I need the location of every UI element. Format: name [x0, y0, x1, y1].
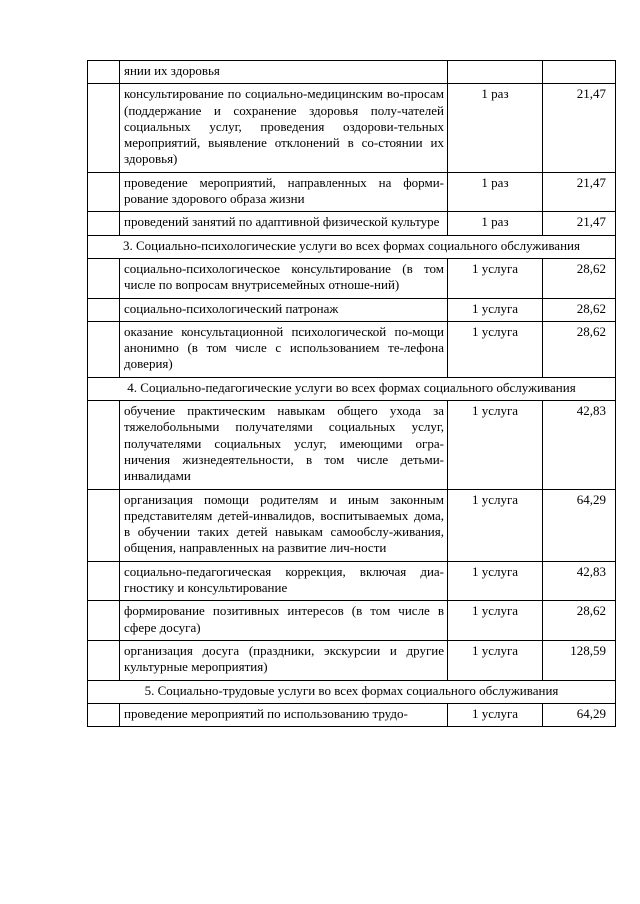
service-unit-cell: 1 услуга [448, 601, 543, 641]
row-number-cell [88, 703, 120, 726]
service-name-cell: социально-педагогическая коррекция, включая диа-гностику и консультирование [120, 561, 448, 601]
row-number-cell [88, 61, 120, 84]
row-number-cell [88, 640, 120, 680]
table-row [88, 401, 616, 489]
row-number-cell [88, 298, 120, 321]
row-number-cell [88, 489, 120, 561]
row-number-cell [88, 258, 120, 298]
service-unit-cell: 1 услуга [448, 703, 543, 726]
service-price-cell: 42,83 [543, 561, 616, 601]
row-number-cell [88, 172, 120, 212]
service-price-cell: 28,62 [543, 321, 616, 377]
service-name-cell: проведений занятий по адаптивной физической культуре [120, 212, 448, 235]
service-price-cell: 28,62 [543, 601, 616, 641]
services-price-table [87, 60, 616, 727]
table-row [88, 61, 616, 84]
row-number-cell [88, 561, 120, 601]
service-unit-cell: 1 услуга [448, 561, 543, 601]
service-unit-cell: 1 услуга [448, 401, 543, 489]
service-price-cell: 28,62 [543, 298, 616, 321]
service-name-cell: консультирование по социально-медицинским во-просам (поддержание и сохранение здоровья полу-чателей социальных услуг, проведения оздорови-тельных мероприятий, выявление отклонений в со-стоянии их здоровья) [120, 84, 448, 172]
service-name-cell: социально-психологический патронаж [120, 298, 448, 321]
row-number-cell [88, 321, 120, 377]
service-price-cell: 21,47 [543, 172, 616, 212]
table-row [88, 258, 616, 298]
service-name-cell: организация помощи родителям и иным законным представителям детей-инвалидов, воспитываемых дома, в обучении таких детей навыкам самообслу-живания, общения, направленных на развитие лич-ности [120, 489, 448, 561]
services-table-body [88, 61, 616, 727]
service-unit-cell: 1 услуга [448, 489, 543, 561]
service-price-cell: 28,62 [543, 258, 616, 298]
service-unit-cell: 1 услуга [448, 258, 543, 298]
service-price-cell [543, 61, 616, 84]
service-name-cell: проведение мероприятий по использованию трудо- [120, 703, 448, 726]
row-number-cell [88, 401, 120, 489]
section-header-row [88, 235, 616, 258]
table-row [88, 84, 616, 172]
table-row [88, 601, 616, 641]
service-price-cell: 21,47 [543, 84, 616, 172]
row-number-cell [88, 601, 120, 641]
service-price-cell: 21,47 [543, 212, 616, 235]
service-name-cell: организация досуга (праздники, экскурсии и другие культурные мероприятия) [120, 640, 448, 680]
service-price-cell: 42,83 [543, 401, 616, 489]
service-unit-cell: 1 услуга [448, 298, 543, 321]
table-row [88, 489, 616, 561]
service-unit-cell: 1 услуга [448, 640, 543, 680]
table-row [88, 561, 616, 601]
service-unit-cell [448, 61, 543, 84]
service-unit-cell: 1 раз [448, 212, 543, 235]
table-row [88, 640, 616, 680]
table-row [88, 172, 616, 212]
section-title: 4. Социально-педагогические услуги во всех формах социального обслуживания [88, 377, 616, 400]
section-header-row [88, 377, 616, 400]
service-name-cell: социально-психологическое консультирование (в том числе по вопросам внутрисемейных отноше-ний) [120, 258, 448, 298]
row-number-cell [88, 212, 120, 235]
service-unit-cell: 1 услуга [448, 321, 543, 377]
row-number-cell [88, 84, 120, 172]
table-row [88, 212, 616, 235]
service-name-cell: янии их здоровья [120, 61, 448, 84]
service-name-cell: формирование позитивных интересов (в том числе в сфере досуга) [120, 601, 448, 641]
service-unit-cell: 1 раз [448, 172, 543, 212]
service-name-cell: обучение практическим навыкам общего ухода за тяжелобольными получателями социальных услуг, получателями социальных услуг, имеющими огра-ничения жизнедеятельности, в том числе детьми-инвалидами [120, 401, 448, 489]
section-title: 5. Социально-трудовые услуги во всех формах социального обслуживания [88, 680, 616, 703]
service-name-cell: проведение мероприятий, направленных на форми-рование здорового образа жизни [120, 172, 448, 212]
service-name-cell: оказание консультационной психологической по-мощи анонимно (в том числе с использованием те-лефона доверия) [120, 321, 448, 377]
service-unit-cell: 1 раз [448, 84, 543, 172]
table-row [88, 321, 616, 377]
service-price-cell: 64,29 [543, 489, 616, 561]
section-header-row [88, 680, 616, 703]
table-row [88, 703, 616, 726]
section-title: 3. Социально-психологические услуги во всех формах социального обслуживания [88, 235, 616, 258]
service-price-cell: 64,29 [543, 703, 616, 726]
table-row [88, 298, 616, 321]
service-price-cell: 128,59 [543, 640, 616, 680]
